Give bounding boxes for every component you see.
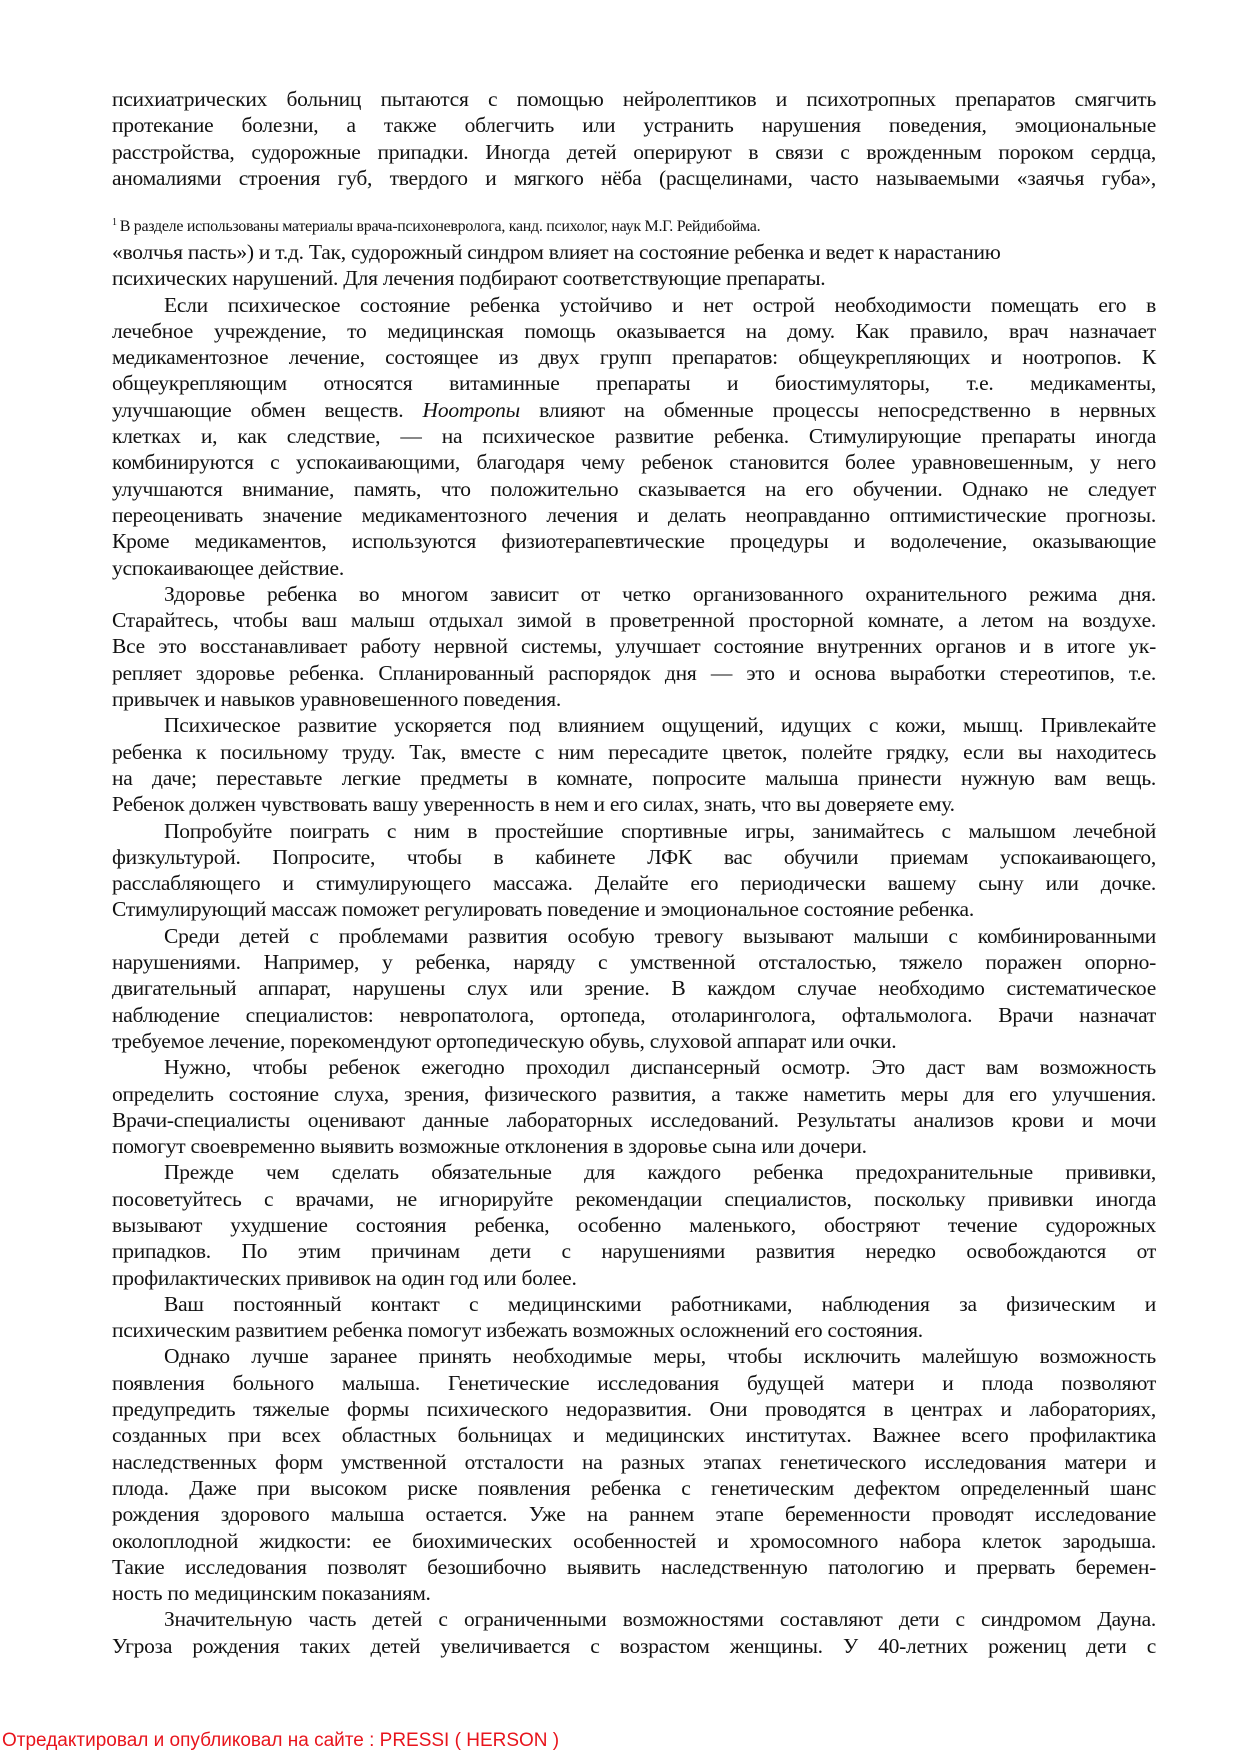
footnote-mark: 1 (112, 217, 117, 228)
text-line: профилактических прививок на один год или более. (112, 1265, 577, 1290)
text-line: вызывают ухудшение состояния ребенка, особенно маленького, обостряют течение судорожных (112, 1212, 1156, 1237)
text-line: двигательный аппарат, нарушены слух или зрение. В каждом случае необходимо систематическое (112, 976, 1156, 1001)
text-line: лечебное учреждение, то медицинская помощь оказывается на дому. Как правило, врач назначает (112, 318, 1156, 343)
text-line: аномалиями строения губ, твердого и мягкого нёба (расщелинами, часто называемыми «заячья губа», (112, 165, 1156, 190)
text-line: плода. Даже при высоком риске появления ребенка с генетическим дефектом определенный шанс (112, 1475, 1156, 1500)
publisher-footer: Отредактировал и опубликовал на сайте : PRESSI ( HERSON ) (2, 1730, 560, 1751)
paragraph (112, 239, 1156, 292)
text-line: улучшаются внимание, память, что положительно сказывается на его обучении. Однако не следует (112, 476, 1156, 501)
text-line: расстройства, судорожные припадки. Иногда детей оперируют в связи с врожденным пороком сердца, (112, 139, 1156, 164)
text-line: Нужно, чтобы ребенок ежегодно проходил диспансерный осмотр. Это даст вам возможность (164, 1055, 1156, 1080)
text-line: рождения здорового малыша остается. Уже на раннем этапе беременности проводят исследование (112, 1502, 1156, 1527)
text-line: помогут своевременно выявить возможные отклонения в здоровье сына или дочери. (112, 1134, 867, 1159)
paragraph (112, 923, 1156, 1054)
paragraph (112, 712, 1156, 817)
text-line: ность по медицинским показаниям. (112, 1581, 431, 1606)
footnote-text: В разделе использованы материалы врача-психоневролога, канд. психолог, наук М.Г. Рейдибойма. (119, 218, 761, 235)
text-line: определить состояние слуха, зрения, физического развития, а также наметить меры для его улучшения. (112, 1081, 1156, 1106)
text-line: предупредить тяжелые формы психического недоразвития. Они проводятся в центрах и лабораториях, (112, 1397, 1156, 1422)
text-line: Однако лучше заранее принять необходимые меры, чтобы исключить малейшую возможность (164, 1344, 1156, 1369)
text-line: репляет здоровье ребенка. Спланированный распорядок дня — это и основа выработки стереотипов, т.е. (112, 660, 1156, 685)
text-line: расслабляющего и стимулирующего массажа. Делайте его периодически вашему сыну или дочке. (112, 871, 1156, 896)
text-line: психиатрических больниц пытаются с помощью нейролептиков и психотропных препаратов смягчить (112, 87, 1156, 111)
text-line: переоценивать значение медикаментозного лечения и делать неоправданно оптимистические прогнозы. (112, 502, 1156, 527)
text-line: припадков. По этим причинам дети с нарушениями развития нередко освобождаются от (112, 1239, 1156, 1264)
text-line: Если психическое состояние ребенка устойчиво и нет острой необходимости помещать его в (164, 292, 1156, 317)
text-line: околоплодной жидкости: ее биохимических особенностей и хромосомного набора клеток зародыша. (112, 1528, 1156, 1553)
text-line: посоветуйтесь с врачами, не игнорируйте рекомендации специалистов, поскольку прививки иногда (112, 1186, 1156, 1211)
text-line: Врачи-специалисты оценивают данные лабораторных исследований. Результаты анализов крови и мочи (112, 1107, 1156, 1132)
paragraph (112, 1291, 1156, 1344)
text-line: Попробуйте поиграть с ним в простейшие спортивные игры, занимайтесь с малышом лечебной (164, 818, 1156, 843)
text-line: на даче; переставьте легкие предметы в комнате, попросите малыша принести нужную вам вещь. (112, 765, 1156, 790)
text-line: клетках и, как следствие, — на психическое развитие ребенка. Стимулирующие препараты иногда (112, 424, 1156, 449)
text-line: Такие исследования позволят безошибочно выявить наследственную патологию и прервать беремен- (112, 1554, 1156, 1579)
text-line: Значительную часть детей с ограниченными возможностями составляют дети с синдромом Дауна. (164, 1607, 1156, 1632)
text-line: психическим развитием ребенка помогут избежать возможных осложнений его состояния. (112, 1318, 923, 1343)
footnote (112, 217, 760, 236)
text-line (112, 397, 1156, 423)
text-line: нарушениями. Например, у ребенка, наряду с умственной отсталостью, тяжело поражен опорно- (112, 950, 1156, 975)
paragraph (112, 1159, 1156, 1290)
text-segment: улучшающие обмен веществ. (112, 397, 423, 422)
text-line: требуемое лечение, порекомендуют ортопедическую обувь, слуховой аппарат или очки. (112, 1028, 897, 1053)
text-line: Кроме медикаментов, используются физиотерапевтические процедуры и водолечение, оказывающие (112, 529, 1156, 554)
text-line: созданных при всех областных больницах и медицинских институтах. Важнее всего профилактика (112, 1423, 1156, 1448)
paragraph (112, 292, 1156, 581)
text-line: Ваш постоянный контакт с медицинскими работниками, наблюдения за физическим и (164, 1291, 1156, 1316)
page-top-continuation (112, 86, 1156, 191)
text-line: наблюдение специалистов: невропатолога, ортопеда, отоларинголога, офтальмолога. Врачи назначат (112, 1002, 1156, 1027)
text-line: успокаивающее действие. (112, 555, 344, 580)
text-line: наследственных форм умственной отсталости на разных этапах генетического исследования матери и (112, 1449, 1156, 1474)
text-line: Старайтесь, чтобы ваш малыш отдыхал зимой в проветренной просторной комнате, а летом на воздухе. (112, 608, 1156, 633)
text-line: Стимулирующий массаж поможет регулировать поведение и эмоциональное состояние ребенка. (112, 897, 974, 922)
text-line: комбинируются с успокаивающими, благодаря чему ребенок становится более уравновешенным, у него (112, 450, 1156, 475)
text-line: общеукрепляющим относятся витаминные препараты и биостимуляторы, т.е. медикаменты, (112, 371, 1156, 396)
italic-term: Ноотропы (422, 397, 520, 422)
text-line: Все это восстанавливает работу нервной системы, улучшает состояние внутренних органов и в итоге ук- (112, 634, 1156, 659)
document-body (112, 239, 1156, 1659)
paragraph (112, 581, 1156, 712)
text-line: психических нарушений. Для лечения подбирают соответствующие препараты. (112, 266, 826, 291)
text-line: Психическое развитие ускоряется под влиянием ощущений, идущих с кожи, мышц. Привлекайте (164, 713, 1156, 738)
text-line: Среди детей с проблемами развития особую тревогу вызывают малыши с комбинированными (164, 923, 1156, 948)
text-line: «волчья пасть») и т.д. Так, судорожный синдром влияет на состояние ребенка и ведет к нарастанию (112, 240, 1001, 264)
text-line: физкультурой. Попросите, чтобы в кабинете ЛФК вас обучили приемам успокаивающего, (112, 844, 1156, 869)
paragraph (112, 1054, 1156, 1159)
text-line: Ребенок должен чувствовать вашу уверенность в нем и его силах, знать, что вы доверяете ему. (112, 792, 955, 817)
text-line: Здоровье ребенка во многом зависит от четко организованного охранительного режима дня. (164, 581, 1156, 606)
text-line: появления больного малыша. Генетические исследования будущей матери и плода позволяют (112, 1370, 1156, 1395)
text-line: Угроза рождения таких детей увеличивается с возрастом женщины. У 40-летних рожениц дети с (112, 1633, 1156, 1658)
text-line: привычек и навыков уравновешенного поведения. (112, 687, 562, 712)
paragraph (112, 1343, 1156, 1606)
paragraph (112, 818, 1156, 923)
text-line: медикаментозное лечение, состоящее из двух групп препаратов: общеукрепляющих и ноотропов. К (112, 345, 1156, 370)
paragraph (112, 1606, 1156, 1659)
text-line: ребенка к посильному труду. Так, вместе с ним пересадите цветок, полейте грядку, если вы находитесь (112, 739, 1156, 764)
text-segment: влияют на обменные процессы непосредственно в нервных (519, 397, 1156, 422)
text-line: Прежде чем сделать обязательные для каждого ребенка предохранительные прививки, (164, 1160, 1156, 1185)
text-line: протекание болезни, а также облегчить или устранить нарушения поведения, эмоциональные (112, 113, 1156, 138)
